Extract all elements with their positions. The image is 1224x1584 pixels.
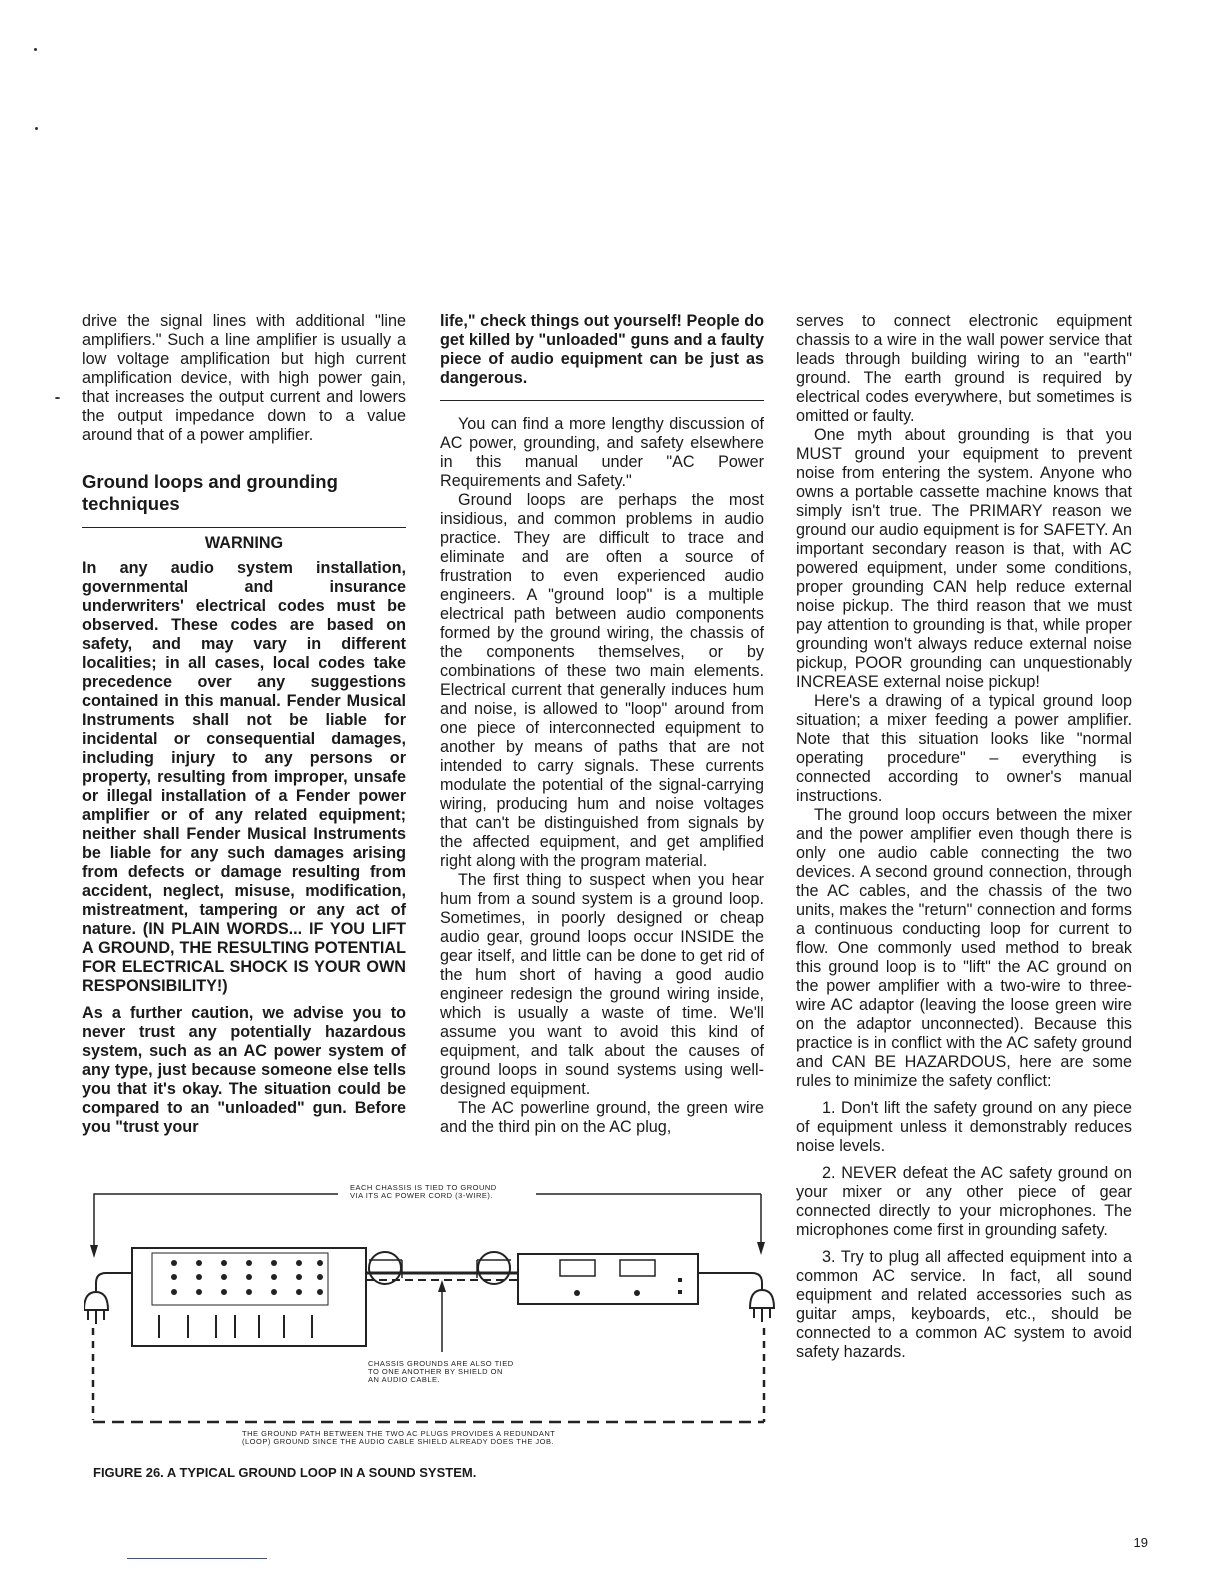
warning-text: In any audio system installation, governmental and insurance underwriters' electrical codes must be observed. These codes are based on safety, and may vary in different localities; in all cases, local codes take precedence over any suggestions contained in this manual. Fender Musical Instruments shall not be liable for incidental or consequential damages, including injury to any persons or property, resulting from improper, unsafe or illegal installation of a Fender power amplifier or of any related equipment; neither shall Fender Musical Instruments be liable for any such damages arising from defects or damage resulting from accident, neglect, misuse, modification, mistreatment, tampering or any act of nature. (IN PLAIN WORDS... IF YOU LIFT A GROUND, THE RESULTING POTENTIAL FOR ELECTRICAL SHOCK IS YOUR OWN RESPONSIBILITY!) [82,559,406,995]
section-heading: Ground loops and grounding techniques [82,471,338,514]
list-item: 2. NEVER defeat the AC safety ground on your mixer or any other piece of gear connected directly to your microphones. The microphones come first in grounding safety. [796,1164,1132,1239]
figure-annotation: CHASSIS GROUNDS ARE ALSO TIED TO ONE ANOTHER BY SHIELD ON AN AUDIO CABLE. [368,1359,514,1384]
margin-dot [35,127,38,130]
list-item: 3. Try to plug all affected equipment into a common AC service. In fact, all sound equipment and related accessories such as guitar amps, keyboards, etc., should be connected to a common AC system to avoid safety hazards. [796,1248,1132,1361]
right-ac-cord [698,1273,762,1290]
ground-loop-diagram [84,1180,784,1450]
left-plug-icon [84,1292,108,1310]
mixer-faders [159,1315,312,1338]
arrow-up-icon [438,1280,446,1292]
paragraph: serves to connect electronic equipment chassis to a wire in the wall power service that leads through building wiring to an "earth" ground. The earth ground is required by electrical codes everywhere, but sometimes is omitted or faulty. [796,312,1132,425]
arrow-down-icon [757,1242,765,1255]
figure-annotation: EACH CHASSIS IS TIED TO GROUND VIA ITS AC POWER CORD (3-WIRE). [350,1183,497,1200]
divider [440,400,764,401]
page-number: 19 [1133,1535,1148,1550]
caution-text: As a further caution, we advise you to never trust any potentially hazardous system, such as an AC power system of any type, just because someone else tells you that it's okay. The situation could be compared to an "unloaded" gun. Before you "trust your [82,1004,406,1136]
column-3 [796,312,1132,1362]
warning-title: WARNING [204,534,284,552]
figure-annotation: THE GROUND PATH BETWEEN THE TWO AC PLUGS PROVIDES A REDUNDANT (LOOP) GROUND SINCE THE AUDIO CABLE SHIELD ALREADY DOES THE JOB. [242,1429,556,1446]
paragraph: The ground loop occurs between the mixer and the power amplifier even though there is only one audio cable connecting the two devices. A second ground connection, through the AC cables, and the chassis of the two units, makes the "return" connection and forms a continuous conducting loop for current to flow. One commonly used method to break this ground loop is to "lift" the AC ground on the power amplifier with a two-wire to three-wire AC adaptor (leaving the loose green wire on the adaptor unconnected). Because this practice is in conflict with the AC safety ground and CAN BE HAZARDOUS, here are some rules to minimize the safety conflict: [796,806,1132,1090]
paragraph: You can find a more lengthy discussion of AC power, grounding, and safety elsewhere in this manual under "AC Power Requirements and Safety." [440,415,764,490]
footer-divider [127,1558,267,1559]
right-plug-icon [750,1290,774,1308]
paragraph: The AC powerline ground, the green wire and the third pin on the AC plug, [440,1099,764,1136]
paragraph: drive the signal lines with additional "line amplifiers." Such a line amplifier is usually a low voltage amplification but high current amplification device, with high power gain, that increases the output current and lowers the output impedance down to a value around that of a power amplifier. [82,312,406,444]
ground-loop-figure [84,1180,784,1450]
paragraph: Ground loops are perhaps the most insidious, and common problems in audio practice. They are difficult to trace and eliminate and are often a source of frustration to even experienced audio engineers. A "ground loop" is a multiple electrical path between audio components formed by the ground wiring, the chassis of the components themselves, or by combinations of these two main elements. Electrical current that generally induces hum and noise, is allowed to "loop" around from one piece of interconnected equipment to another by means of paths that are not intended to carry signals. These currents modulate the potential of the signal-carrying wiring, producing hum and noise voltages that can't be distinguished from signals by the affected equipment, and get amplified right along with the program material. [440,491,764,870]
divider [82,527,406,528]
arrow-down-icon [90,1245,98,1258]
mixer-knobs [171,1260,323,1295]
margin-dot [34,48,37,51]
figure-caption: FIGURE 26. A TYPICAL GROUND LOOP IN A SOUND SYSTEM. [93,1465,477,1480]
paragraph: One myth about grounding is that you MUST ground your equipment to prevent noise from entering the system. Anyone who owns a portable cassette machine knows that simply isn't true. The PRIMARY reason we ground our audio equipment is for SAFETY. An important secondary reason is that, with AC powered equipment, under some conditions, proper grounding CAN help reduce external noise pickup. The third reason that we must pay attention to grounding is that, while proper grounding won't always reduce external noise pickup, POOR grounding can unquestionably INCREASE external noise pickup! [796,426,1132,691]
caution-text-continued: life," check things out yourself! People do get killed by "unloaded" guns and a faulty piece of audio equipment can be just as dangerous. [440,312,764,387]
column-1 [82,312,406,1137]
paragraph: The first thing to suspect when you hear hum from a sound system is a ground loop. Sometimes, in poorly designed or cheap audio gear, ground loops occur INSIDE the gear itself, and little can be done to get rid of the hum short of having a good audio engineer redesign the ground wiring inside, which is usually a waste of time. We'll assume you want to avoid this kind of equipment, and talk about the causes of ground loops in sound systems using well-designed equipment. [440,871,764,1098]
list-item: 1. Don't lift the safety ground on any piece of equipment unless it demonstrably reduces noise levels. [796,1099,1132,1155]
top-ground-line [94,1194,338,1255]
margin-dot [55,397,60,399]
cable-connector-right [478,1252,510,1284]
column-2 [440,312,764,1137]
paragraph: Here's a drawing of a typical ground loop situation; a mixer feeding a power amplifier. Note that this situation looks like "normal operating procedure" – everything is connected according to owner's manual instructions. [796,692,1132,805]
left-ac-cord [96,1273,132,1292]
amplifier-chassis [518,1254,698,1304]
